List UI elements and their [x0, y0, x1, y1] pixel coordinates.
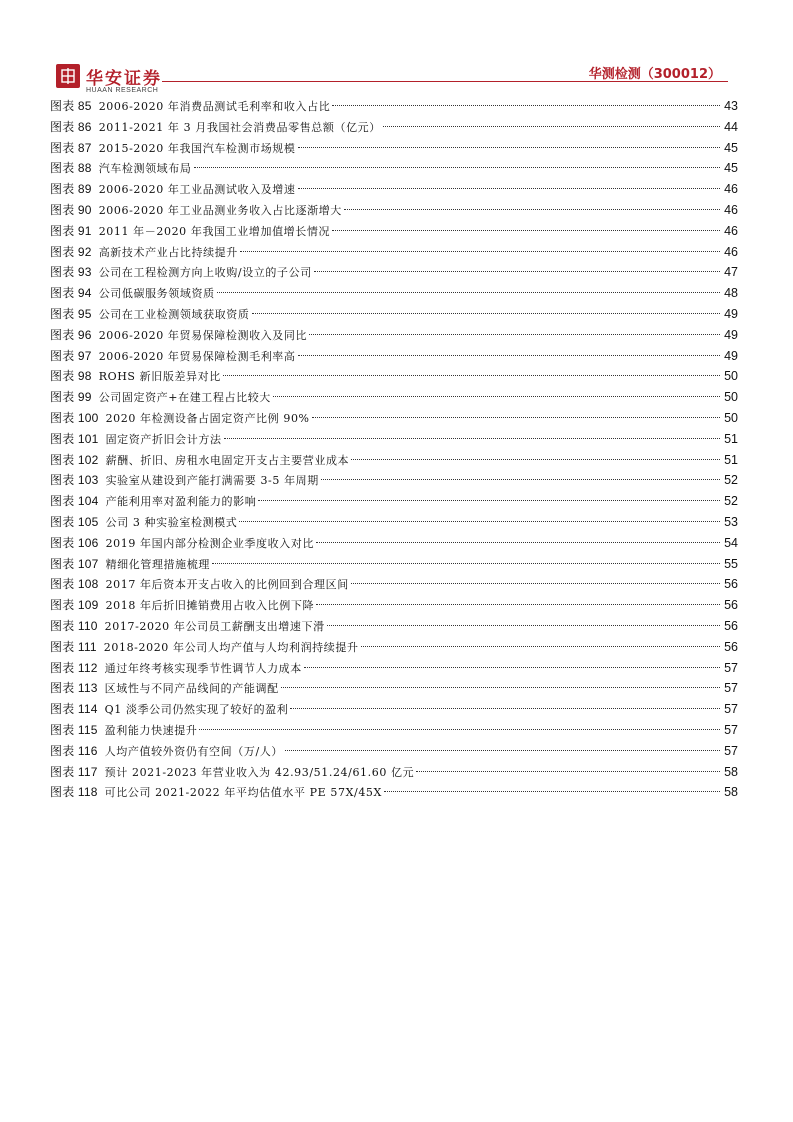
- toc-entry-title: 产能利用率对盈利能力的影响: [105, 495, 257, 509]
- toc-entry-label: 图表 106: [50, 535, 99, 550]
- toc-dot-leader: [199, 729, 720, 730]
- toc-entry[interactable]: [50, 616, 738, 637]
- toc-entry[interactable]: [50, 782, 738, 803]
- toc-entry-label: 图表 88: [50, 161, 92, 176]
- toc-entry-title: 人均产值较外资仍有空间（万/人）: [104, 744, 283, 758]
- toc-entry-page: 43: [724, 99, 738, 113]
- toc-entry-page: 55: [724, 556, 738, 571]
- toc-entry-label: 图表 89: [50, 182, 92, 197]
- toc-entry[interactable]: [50, 595, 738, 616]
- toc-entry-page: 57: [724, 681, 738, 696]
- toc-entry-label: 图表 97: [50, 348, 92, 363]
- toc-dot-leader: [281, 687, 720, 688]
- toc-entry-title: 2018-2020 年公司人均产值与人均利润持续提升: [103, 640, 359, 654]
- toc-entry-page: 56: [724, 618, 738, 633]
- toc-entry-label: 图表 116: [50, 743, 98, 758]
- toc-entry[interactable]: [50, 720, 738, 741]
- toc-entry-label: 图表 86: [50, 119, 92, 134]
- toc-dot-leader: [194, 167, 721, 168]
- toc-dot-leader: [383, 126, 720, 127]
- toc-entry-title: 可比公司 2021-2022 年平均估值水平 PE 57X/45X: [104, 786, 382, 800]
- toc-entry-page: 46: [724, 223, 738, 238]
- toc-entry-page: 46: [724, 182, 738, 197]
- toc-entry-page: 53: [724, 514, 738, 529]
- toc-entry[interactable]: [50, 533, 738, 554]
- toc-entry-page: 52: [724, 473, 738, 488]
- toc-dot-leader: [304, 667, 720, 668]
- toc-entry-page: 46: [724, 202, 738, 217]
- toc-entry-label: 图表 95: [50, 306, 92, 321]
- toc-entry[interactable]: [50, 678, 738, 699]
- toc-dot-leader: [258, 500, 720, 501]
- toc-entry-page: 45: [724, 161, 738, 176]
- toc-entry-page: 58: [724, 785, 738, 800]
- toc-entry-title: 公司在工业检测领域获取资质: [98, 307, 250, 321]
- toc-entry-label: 图表 96: [50, 327, 92, 342]
- toc-entry-label: 图表 110: [50, 618, 98, 633]
- toc-dot-leader: [252, 313, 721, 314]
- toc-entry-title: 薪酬、折旧、房租水电固定开支占主要营业成本: [105, 453, 350, 467]
- toc-entry[interactable]: [50, 470, 738, 491]
- toc-dot-leader: [332, 230, 720, 231]
- header-divider: [162, 81, 728, 82]
- toc-entry-label: 图表 87: [50, 140, 92, 155]
- document-title: 华测检测（300012）: [588, 67, 721, 82]
- toc-dot-leader: [298, 188, 721, 189]
- toc-entry-label: 图表 99: [50, 390, 92, 405]
- toc-entry-title: 汽车检测领域布局: [98, 162, 192, 176]
- toc-entry-label: 图表 100: [50, 410, 99, 425]
- toc-entry-label: 图表 102: [50, 452, 99, 467]
- figure-index-list: [50, 96, 738, 803]
- toc-entry-title: 预计 2021-2023 年营业收入为 42.93/51.24/61.60 亿元: [104, 765, 415, 779]
- toc-entry[interactable]: [50, 179, 738, 200]
- toc-entry[interactable]: [50, 450, 738, 471]
- toc-entry-label: 图表 98: [50, 369, 92, 384]
- toc-dot-leader: [285, 750, 720, 751]
- toc-entry-title: 公司低碳服务领域资质: [98, 287, 215, 301]
- brand-english: HUAAN RESEARCH: [86, 87, 159, 94]
- toc-entry[interactable]: [50, 408, 738, 429]
- toc-entry[interactable]: [50, 325, 738, 346]
- toc-entry-page: 49: [724, 348, 738, 363]
- toc-dot-leader: [309, 334, 720, 335]
- huaan-logo-icon: [56, 64, 80, 88]
- toc-entry[interactable]: [50, 96, 738, 117]
- toc-dot-leader: [361, 646, 721, 647]
- toc-entry-label: 图表 115: [50, 722, 98, 737]
- toc-entry-page: 54: [724, 535, 738, 550]
- toc-dot-leader: [298, 355, 721, 356]
- toc-entry-title: 实验室从建设到产能打满需要 3-5 年周期: [105, 474, 319, 488]
- toc-entry-page: 56: [724, 639, 738, 654]
- toc-entry-title: 2011 年－2020 年我国工业增加值增长情况: [98, 224, 331, 238]
- toc-entry-page: 58: [724, 764, 738, 779]
- toc-entry-title: 2018 年后折旧摊销费用占收入比例下降: [105, 599, 315, 613]
- toc-entry[interactable]: [50, 658, 738, 679]
- toc-entry-page: 57: [724, 743, 738, 758]
- toc-entry[interactable]: [50, 512, 738, 533]
- toc-dot-leader: [312, 417, 720, 418]
- toc-dot-leader: [351, 459, 720, 460]
- toc-entry-page: 49: [724, 306, 738, 321]
- toc-entry-label: 图表 107: [50, 556, 99, 571]
- toc-entry-page: 56: [724, 577, 738, 592]
- toc-entry-label: 图表 92: [50, 244, 92, 259]
- toc-entry[interactable]: [50, 387, 738, 408]
- toc-entry-title: 2006-2020 年贸易保障检测毛利率高: [98, 349, 296, 363]
- toc-entry-label: 图表 109: [50, 598, 99, 613]
- toc-entry[interactable]: [50, 637, 738, 658]
- toc-entry[interactable]: [50, 741, 738, 762]
- toc-entry-label: 图表 90: [50, 202, 92, 217]
- toc-dot-leader: [332, 105, 720, 106]
- toc-entry-label: 图表 108: [50, 577, 99, 592]
- toc-entry-label: 图表 118: [50, 785, 98, 800]
- toc-entry[interactable]: [50, 304, 738, 325]
- toc-dot-leader: [416, 771, 720, 772]
- toc-entry-title: 盈利能力快速提升: [104, 723, 198, 737]
- page-header: [0, 0, 793, 100]
- toc-entry-title: Q1 淡季公司仍然实现了较好的盈利: [104, 703, 289, 717]
- toc-entry-title: 2015-2020 年我国汽车检测市场规模: [98, 141, 296, 155]
- toc-entry-page: 48: [724, 286, 738, 301]
- toc-dot-leader: [316, 542, 720, 543]
- toc-entry-label: 图表 117: [50, 764, 98, 779]
- toc-entry-page: 52: [724, 494, 738, 509]
- toc-entry-title: 精细化管理措施梳理: [105, 557, 210, 571]
- toc-entry-label: 图表 111: [50, 639, 97, 654]
- toc-entry[interactable]: [50, 574, 738, 595]
- toc-entry-page: 57: [724, 702, 738, 717]
- toc-entry[interactable]: [50, 283, 738, 304]
- toc-dot-leader: [344, 209, 720, 210]
- toc-entry-title: 2017-2020 年公司员工薪酬支出增速下滑: [104, 619, 325, 633]
- toc-dot-leader: [298, 147, 721, 148]
- toc-entry-title: 通过年终考核实现季节性调节人力成本: [104, 661, 302, 675]
- toc-entry-title: 2017 年后资本开支占收入的比例回到合理区间: [105, 578, 349, 592]
- toc-entry-title: 2019 年国内部分检测企业季度收入对比: [105, 536, 315, 550]
- toc-dot-leader: [223, 375, 720, 376]
- toc-dot-leader: [212, 563, 720, 564]
- toc-entry-page: 50: [724, 410, 738, 425]
- toc-entry-title: 2011-2021 年 3 月我国社会消费品零售总额（亿元）: [98, 120, 381, 134]
- toc-entry[interactable]: [50, 242, 738, 263]
- toc-dot-leader: [239, 521, 720, 522]
- toc-entry-title: 2020 年检测设备占固定资产比例 90%: [105, 411, 310, 425]
- toc-entry-label: 图表 101: [50, 431, 99, 446]
- toc-entry-label: 图表 94: [50, 286, 92, 301]
- toc-entry-label: 图表 93: [50, 265, 92, 280]
- toc-dot-leader: [316, 604, 720, 605]
- toc-entry-label: 图表 112: [50, 660, 98, 675]
- toc-dot-leader: [384, 791, 720, 792]
- toc-entry-page: 44: [724, 119, 738, 134]
- toc-entry[interactable]: [50, 158, 738, 179]
- toc-dot-leader: [217, 292, 720, 293]
- toc-entry[interactable]: [50, 429, 738, 450]
- toc-entry-title: 高新技术产业占比持续提升: [98, 245, 238, 259]
- toc-entry-label: 图表 91: [50, 223, 92, 238]
- toc-entry-label: 图表 103: [50, 473, 99, 488]
- toc-entry-title: 区域性与不同产品线间的产能调配: [104, 682, 279, 696]
- toc-dot-leader: [273, 396, 720, 397]
- toc-entry-page: 50: [724, 390, 738, 405]
- toc-entry-page: 57: [724, 722, 738, 737]
- toc-entry-label: 图表 114: [50, 702, 98, 717]
- toc-entry-label: 图表 105: [50, 514, 99, 529]
- toc-entry-page: 51: [724, 452, 738, 467]
- toc-dot-leader: [327, 625, 720, 626]
- toc-dot-leader: [314, 271, 720, 272]
- toc-entry[interactable]: [50, 346, 738, 367]
- toc-entry-page: 50: [724, 369, 738, 384]
- brand-name: 华安证券: [86, 69, 162, 89]
- toc-entry[interactable]: [50, 117, 738, 138]
- toc-dot-leader: [290, 708, 720, 709]
- toc-entry-label: 图表 113: [50, 681, 98, 696]
- toc-entry-title: 公司 3 种实验室检测模式: [105, 515, 238, 529]
- toc-entry[interactable]: [50, 366, 738, 387]
- toc-entry-title: 2006-2020 年贸易保障检测收入及同比: [98, 328, 308, 342]
- toc-dot-leader: [321, 479, 720, 480]
- toc-entry[interactable]: [50, 491, 738, 512]
- toc-entry-title: ROHS 新旧版差异对比: [98, 370, 221, 384]
- toc-entry-title: 2006-2020 年工业品测试收入及增速: [98, 183, 296, 197]
- toc-entry-page: 47: [724, 265, 738, 280]
- toc-entry-title: 2006-2020 年消费品测试毛利率和收入占比: [98, 100, 331, 113]
- toc-entry-page: 46: [724, 244, 738, 259]
- toc-entry[interactable]: [50, 200, 738, 221]
- toc-entry-page: 51: [724, 431, 738, 446]
- toc-dot-leader: [351, 583, 720, 584]
- toc-entry-title: 公司固定资产+在建工程占比较大: [98, 391, 271, 405]
- toc-entry[interactable]: [50, 138, 738, 159]
- toc-entry[interactable]: [50, 221, 738, 242]
- toc-entry-page: 49: [724, 327, 738, 342]
- toc-entry-page: 57: [724, 660, 738, 675]
- toc-entry-title: 固定资产折旧会计方法: [105, 432, 222, 446]
- toc-entry[interactable]: [50, 262, 738, 283]
- toc-entry-title: 2006-2020 年工业品测业务收入占比逐渐增大: [98, 203, 342, 217]
- toc-entry-label: 图表 104: [50, 494, 99, 509]
- toc-entry[interactable]: [50, 699, 738, 720]
- toc-entry[interactable]: [50, 762, 738, 783]
- toc-entry-title: 公司在工程检测方向上收购/设立的子公司: [98, 266, 312, 280]
- toc-entry-page: 45: [724, 140, 738, 155]
- toc-entry[interactable]: [50, 554, 738, 575]
- toc-entry-label: 图表 85: [50, 99, 92, 113]
- toc-dot-leader: [240, 251, 720, 252]
- toc-dot-leader: [224, 438, 721, 439]
- toc-entry-page: 56: [724, 598, 738, 613]
